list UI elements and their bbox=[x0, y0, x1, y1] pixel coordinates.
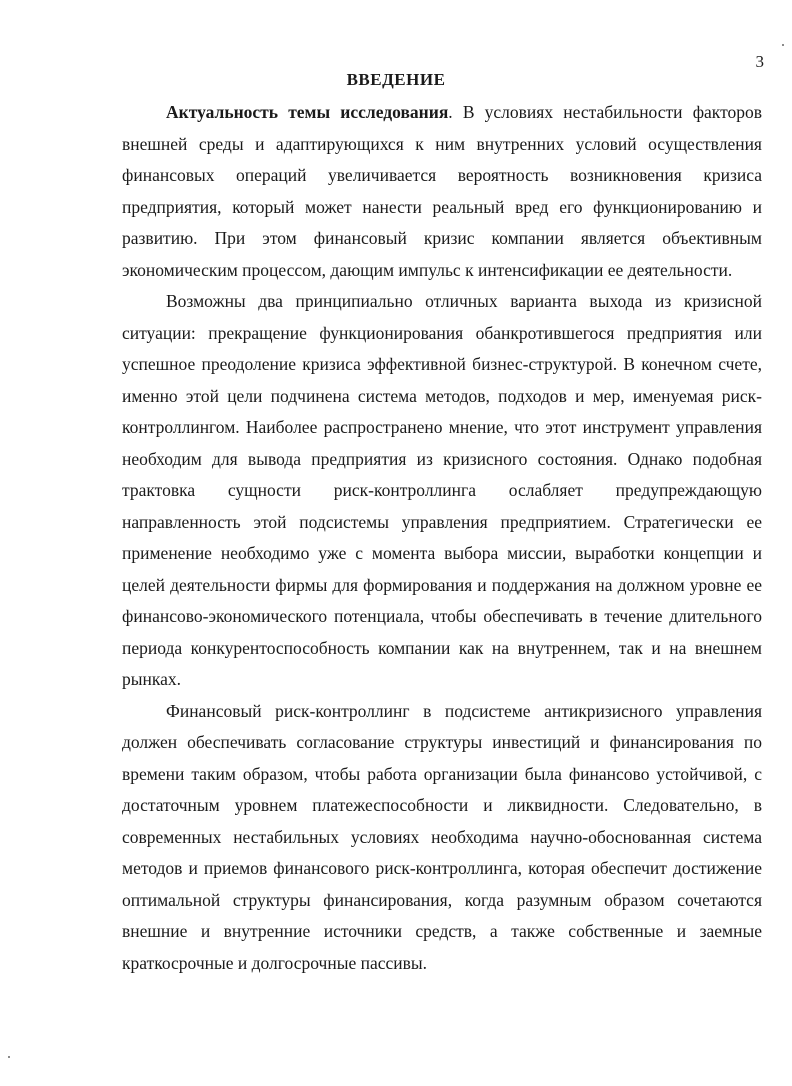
scan-speck bbox=[8, 1056, 10, 1058]
paragraph-lead: Актуальность темы исследования bbox=[166, 102, 449, 122]
page-number: 3 bbox=[755, 52, 764, 71]
page-title: ВВЕДЕНИЕ bbox=[346, 70, 446, 89]
scan-speck bbox=[782, 44, 784, 46]
paragraph-relevance bbox=[122, 97, 762, 286]
paragraph-financial-risk-controlling: Финансовый риск-контроллинг в подсистеме антикризисного управления должен обеспечивать согласование структуры инвестиций и финансирования по времени таким образом, чтобы работа организации была финансово устойчивой, с достаточным уровнем платежеспособности и ликвидности. Следовательно, в современных нестабильных условиях необходима научно-обоснованная система методов и приемов финансового риск-контроллинга, которая обеспечит достижение оптимальной структуры финансирования, когда разумным образом сочетаются внешние и внутренние источники средств, а также собственные и заемные краткосрочные и долгосрочные пассивы. bbox=[122, 700, 762, 973]
body-text bbox=[122, 97, 762, 979]
paragraph-crisis-options: Возможны два принципиально отличных варианта выхода из кризисной ситуации: прекращение функционирования обанкротившегося предприятия или успешное преодоление кризиса эффективной бизнес-структурой. В конечном счете, именно этой цели подчинена система методов, подходов и мер, именуемая риск-контроллингом. Наиболее распространено мнение, что этот инструмент управления необходим для вывода предприятия из кризисного состояния. Однако подобная трактовка сущности риск-контроллинга ослабляет предупреждающую направленность этой подсистемы управления предприятием. Стратегически ее применение необходимо уже с момента выбора миссии, выработки концепции и целей деятельности фирмы для формирования и поддержания на должном уровне ее финансово-экономического потенциала, чтобы обеспечивать в течение длительного периода конкурентоспособность компании как на внутреннем, так и на внешнем рынках. bbox=[122, 291, 762, 689]
paragraph-text: . В условиях нестабильности факторов внешней среды и адаптирующихся к ним внутренних условий осуществления финансовых операций увеличивается вероятность возникновения кризиса предприятия, который может нанести реальный вред его функционированию и развитию. При этом финансовый кризис компании является объективным экономическим процессом, дающим импульс к интенсификации ее деятельности. bbox=[122, 102, 762, 280]
